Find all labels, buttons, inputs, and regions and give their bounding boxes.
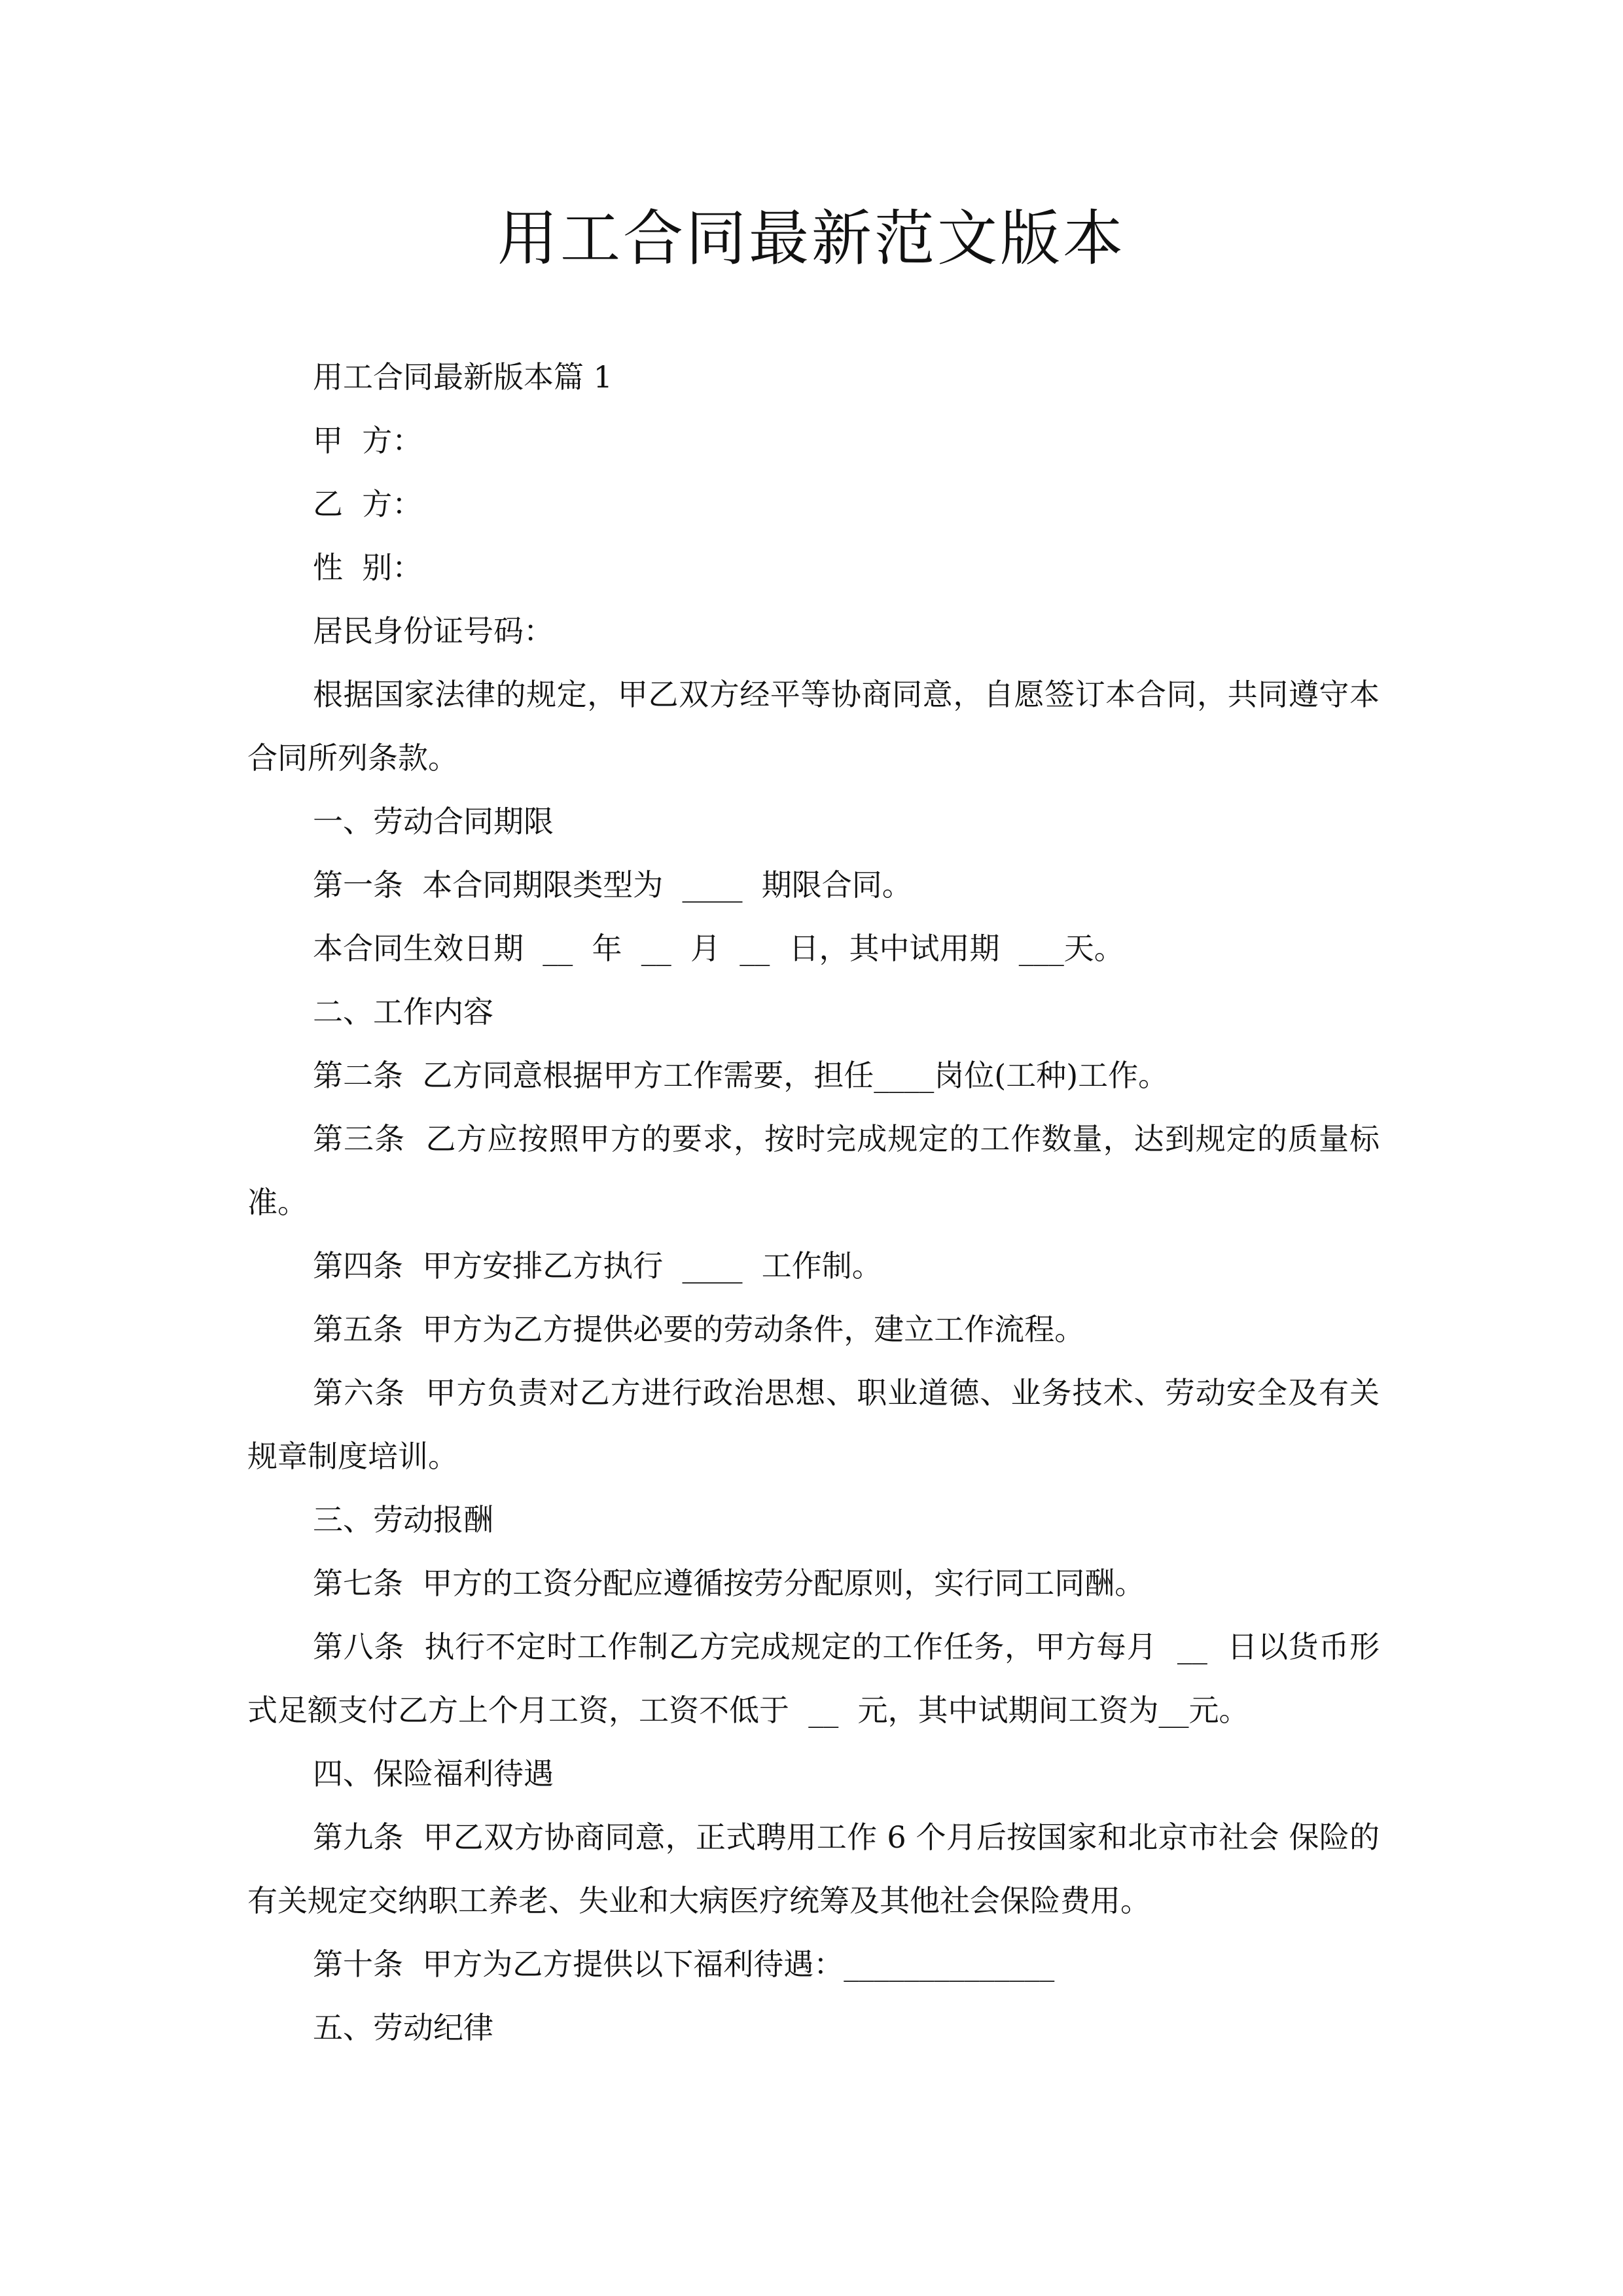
article-paragraph: 第四条 甲方安排乙方执行 ____ 工作制。 (313, 1248, 882, 1283)
chapter-heading: 五、劳动纪律 (313, 2010, 493, 2045)
document-body (247, 346, 1380, 2060)
article-paragraph: 第一条 本合同期限类型为 ____ 期限合同。 (313, 867, 912, 903)
article-paragraph: 第八条 执行不定时工作制乙方完成规定的工作任务，甲方每月 __ 日以货币形式足额支付乙方上个月工资，工资不低于 __ 元，其中试期间工资为__元。 (247, 1629, 1380, 1728)
preamble-paragraph: 根据国家法律的规定，甲乙双方经平等协商同意，自愿签订本合同，共同遵守本合同所列条款。 (247, 677, 1380, 776)
article-paragraph: 第九条 甲乙双方协商同意，正式聘用工作 6 个月后按国家和北京市社会 保险的有关规定交纳职工养老、失业和大病医疗统筹及其他社会保险费用。 (247, 1820, 1380, 1918)
article-paragraph: 第六条 甲方负责对乙方进行政治思想、职业道德、业务技术、劳动安全及有关规章制度培训。 (247, 1375, 1380, 1474)
chapter-heading: 一、劳动合同期限 (313, 804, 554, 839)
article-paragraph: 第三条 乙方应按照甲方的要求，按时完成规定的工作数量，达到规定的质量标准。 (247, 1121, 1380, 1220)
section-heading: 用工合同最新版本篇 1 (313, 359, 613, 395)
document-title: 用工合同最新范文版本 (497, 204, 1126, 274)
party-b-field: 乙 方： (313, 486, 423, 522)
party-a-field: 甲 方： (313, 423, 423, 458)
article-paragraph: 本合同生效日期 __ 年 __ 月 __ 日，其中试用期 ___天。 (313, 931, 1124, 966)
chapter-heading: 三、劳动报酬 (313, 1502, 493, 1537)
article-paragraph: 第十条 甲方为乙方提供以下福利待遇：______________ (313, 1946, 1055, 1982)
article-paragraph: 第二条 乙方同意根据甲方工作需要，担任____岗位(工种)工作。 (313, 1058, 1169, 1093)
article-paragraph: 第五条 甲方为乙方提供必要的劳动条件，建立工作流程。 (313, 1312, 1085, 1347)
gender-field: 性 别： (313, 550, 423, 585)
chapter-heading: 二、工作内容 (313, 994, 493, 1030)
chapter-heading: 四、保险福利待遇 (313, 1756, 554, 1791)
id-number-field: 居民身份证号码： (313, 613, 554, 649)
article-paragraph: 第七条 甲方的工资分配应遵循按劳分配原则，实行同工同酬。 (313, 1566, 1145, 1601)
